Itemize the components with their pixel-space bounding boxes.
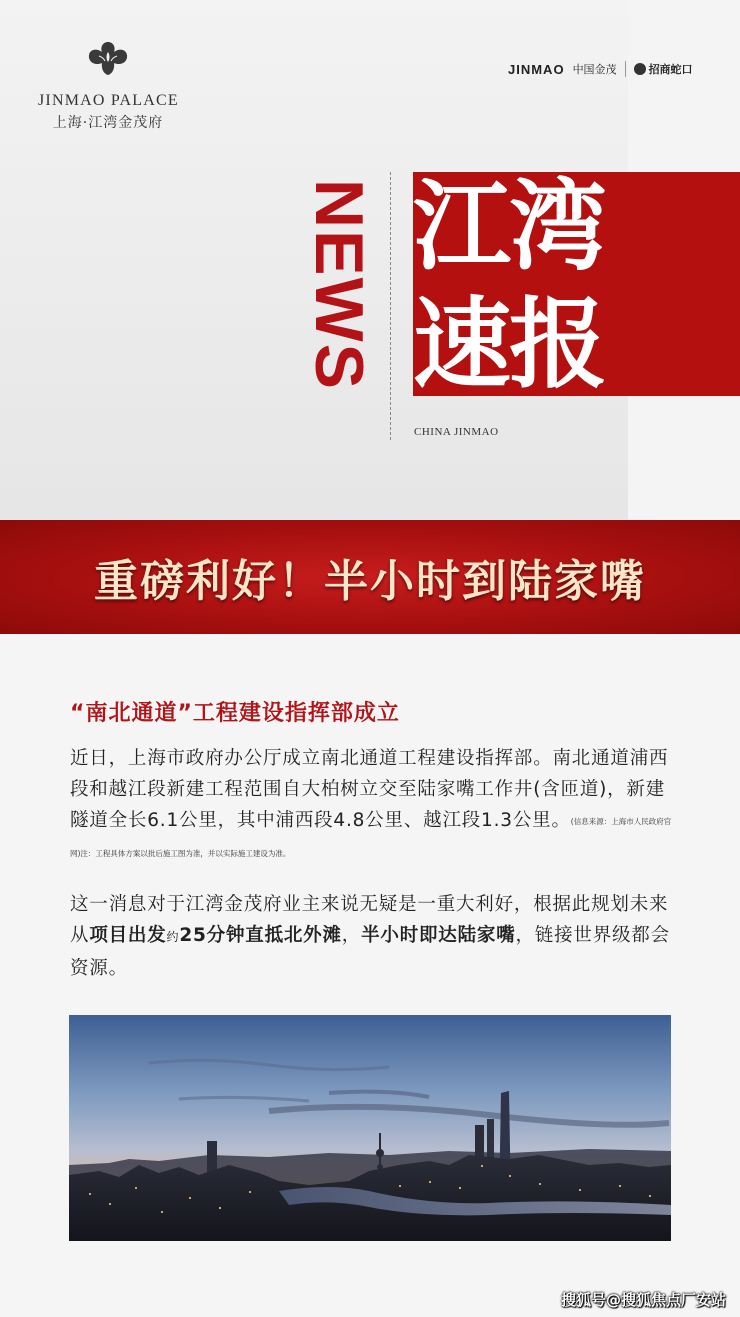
article-subhead: “南北通道”工程建设指挥部成立	[70, 701, 400, 726]
paragraph-1-text: 近日，上海市政府办公厅成立南北通道工程建设指挥部。南北通道浦西段和越江段新建工程范围自大柏树立交至陆家嘴工作井(含匝道)，新建隧道全长6.1公里，其中浦西段4.8公里、越江段1.3公里。	[70, 747, 669, 831]
dashed-divider	[390, 172, 391, 440]
paragraph-1	[70, 743, 680, 869]
skyline-illustration	[69, 1015, 671, 1241]
brand-name-en: JINMAO PALACE	[38, 92, 179, 109]
news-text: NEWS	[301, 179, 377, 391]
paragraph-2-approx: 约	[166, 929, 180, 944]
brand-name-cn: 上海·江湾金茂府	[52, 115, 164, 131]
logo-divider	[625, 61, 626, 77]
article-content	[70, 700, 680, 984]
paragraph-2-bold-time: 25分钟直抵北外滩	[179, 924, 342, 946]
title-red-box-extension	[628, 172, 740, 396]
skyline-photo	[69, 1015, 671, 1241]
paragraph-2-bold-start: 项目出发	[89, 924, 167, 946]
paragraph-2-part-a: 这一消息对于江湾金茂府业主来说无疑是一重大利好，根据此规划未来从	[70, 893, 669, 946]
title-line-2: 速报	[413, 288, 606, 402]
cmsk-logo	[634, 61, 693, 77]
paragraph-2	[70, 889, 680, 984]
news-vertical-label	[301, 172, 377, 398]
headline-banner	[0, 520, 740, 634]
paragraph-2-bold-lujiazui: 半小时即达陆家嘴	[361, 924, 516, 946]
orchid-icon	[85, 38, 131, 78]
china-jinmao-label: CHINA JINMAO	[414, 426, 499, 438]
banner-headline: 重磅利好！半小时到陆家嘴	[94, 556, 646, 607]
paragraph-2-end: ，链接世界级都会资源。	[70, 924, 670, 979]
cmsk-logo-cn: 招商蛇口	[648, 63, 693, 76]
brand-block	[38, 38, 178, 132]
jinmao-logo-cn: 中国金茂	[572, 63, 617, 76]
title-line-1: 江湾	[413, 170, 606, 284]
header	[0, 0, 740, 520]
watermark: 搜狐号@搜狐焦点厂安站	[560, 1291, 726, 1309]
cmsk-logo-icon	[634, 63, 646, 75]
paragraph-2-comma: ，	[341, 924, 362, 946]
source-note: (信息来源：上海市人民政府官网)注：工程具体方案以批后施工图为准，并以实际施工建设为准。	[70, 816, 672, 858]
jinmao-logo-text: JINMAO	[508, 61, 565, 77]
partner-logos	[508, 58, 693, 80]
